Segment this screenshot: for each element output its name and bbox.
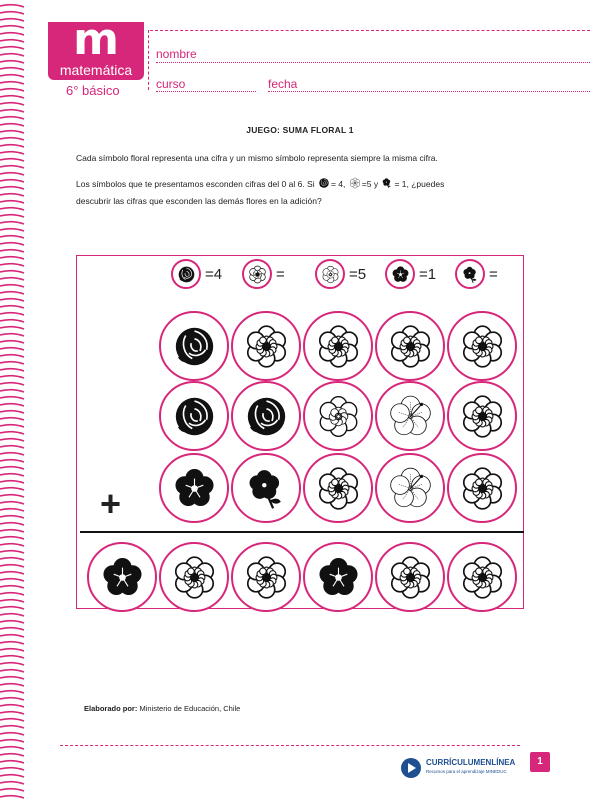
- instructions-line-3: descubrir las cifras que esconden las demás flores en la adición?: [76, 196, 322, 206]
- page-number: 1: [530, 752, 550, 772]
- daisy-icon: [303, 311, 373, 381]
- black-flower-icon: [159, 453, 229, 523]
- black-flower-icon: [385, 259, 415, 289]
- name-label: nombre: [156, 47, 197, 61]
- header-divider: [150, 30, 590, 31]
- black-flower-icon: [303, 542, 373, 612]
- logo-word: matemática: [59, 62, 133, 78]
- daisy-icon: [447, 542, 517, 612]
- rose-icon: [159, 311, 229, 381]
- notebook-spiral: [0, 0, 30, 800]
- date-label: fecha: [268, 77, 298, 91]
- daisy-icon: [447, 311, 517, 381]
- credit-line: Elaborado por: Ministerio de Educación, Chile: [84, 704, 241, 713]
- daisy-icon: [231, 311, 301, 381]
- rose-icon: [171, 259, 201, 289]
- legend-value: =1: [419, 266, 437, 283]
- date-field[interactable]: [268, 91, 590, 92]
- black-flower-icon: [87, 542, 157, 612]
- daisy-icon: [242, 259, 272, 289]
- play-icon: [400, 757, 422, 779]
- name-field[interactable]: [156, 62, 590, 63]
- hibiscus-icon: [375, 381, 445, 451]
- brand-tagline: Recursos para el aprendizaje MINEDUC: [426, 769, 507, 774]
- header-vertical-divider: [148, 30, 149, 90]
- plus-sign: +: [100, 483, 122, 524]
- hibiscus-icon: [375, 453, 445, 523]
- daisy-icon: [231, 542, 301, 612]
- brand-logo: [48, 14, 144, 80]
- daisy-icon: [159, 542, 229, 612]
- outline-flower-icon: [348, 176, 362, 193]
- rose-icon: [317, 176, 331, 193]
- rose-icon: [231, 381, 301, 451]
- legend-value: =: [276, 266, 285, 283]
- worksheet-title: JUEGO: SUMA FLORAL 1: [246, 125, 354, 135]
- leafy-flower-icon: [380, 176, 394, 193]
- logo-letter: m: [73, 14, 119, 65]
- curriculum-logo: [400, 755, 520, 781]
- daisy-icon: [375, 542, 445, 612]
- instructions-line-2: Los símbolos que te presentamos esconden cifras del 0 al 6. Si = 4, =5 y = 1, ¿puedes: [76, 176, 444, 193]
- instructions-line-1: Cada símbolo floral representa una cifra y un mismo símbolo representa siempre la misma cifra.: [76, 153, 438, 163]
- legend-value: =4: [205, 266, 223, 283]
- outline-flower-icon: [315, 259, 345, 289]
- daisy-icon: [447, 453, 517, 523]
- course-label: curso: [156, 77, 186, 91]
- leafy-flower-icon: [455, 259, 485, 289]
- footer-divider: [60, 745, 520, 746]
- legend-value: =: [489, 266, 498, 283]
- leafy-flower-icon: [231, 453, 301, 523]
- outline-flower-icon: [303, 381, 373, 451]
- daisy-icon: [303, 453, 373, 523]
- brand-name: CURRÍCULUMENLÍNEA: [426, 758, 516, 767]
- sum-line: [80, 531, 524, 533]
- daisy-icon: [447, 381, 517, 451]
- course-field[interactable]: [156, 91, 256, 92]
- legend-value: =5: [349, 266, 367, 283]
- daisy-icon: [375, 311, 445, 381]
- grade-label: 6° básico: [66, 83, 120, 98]
- rose-icon: [159, 381, 229, 451]
